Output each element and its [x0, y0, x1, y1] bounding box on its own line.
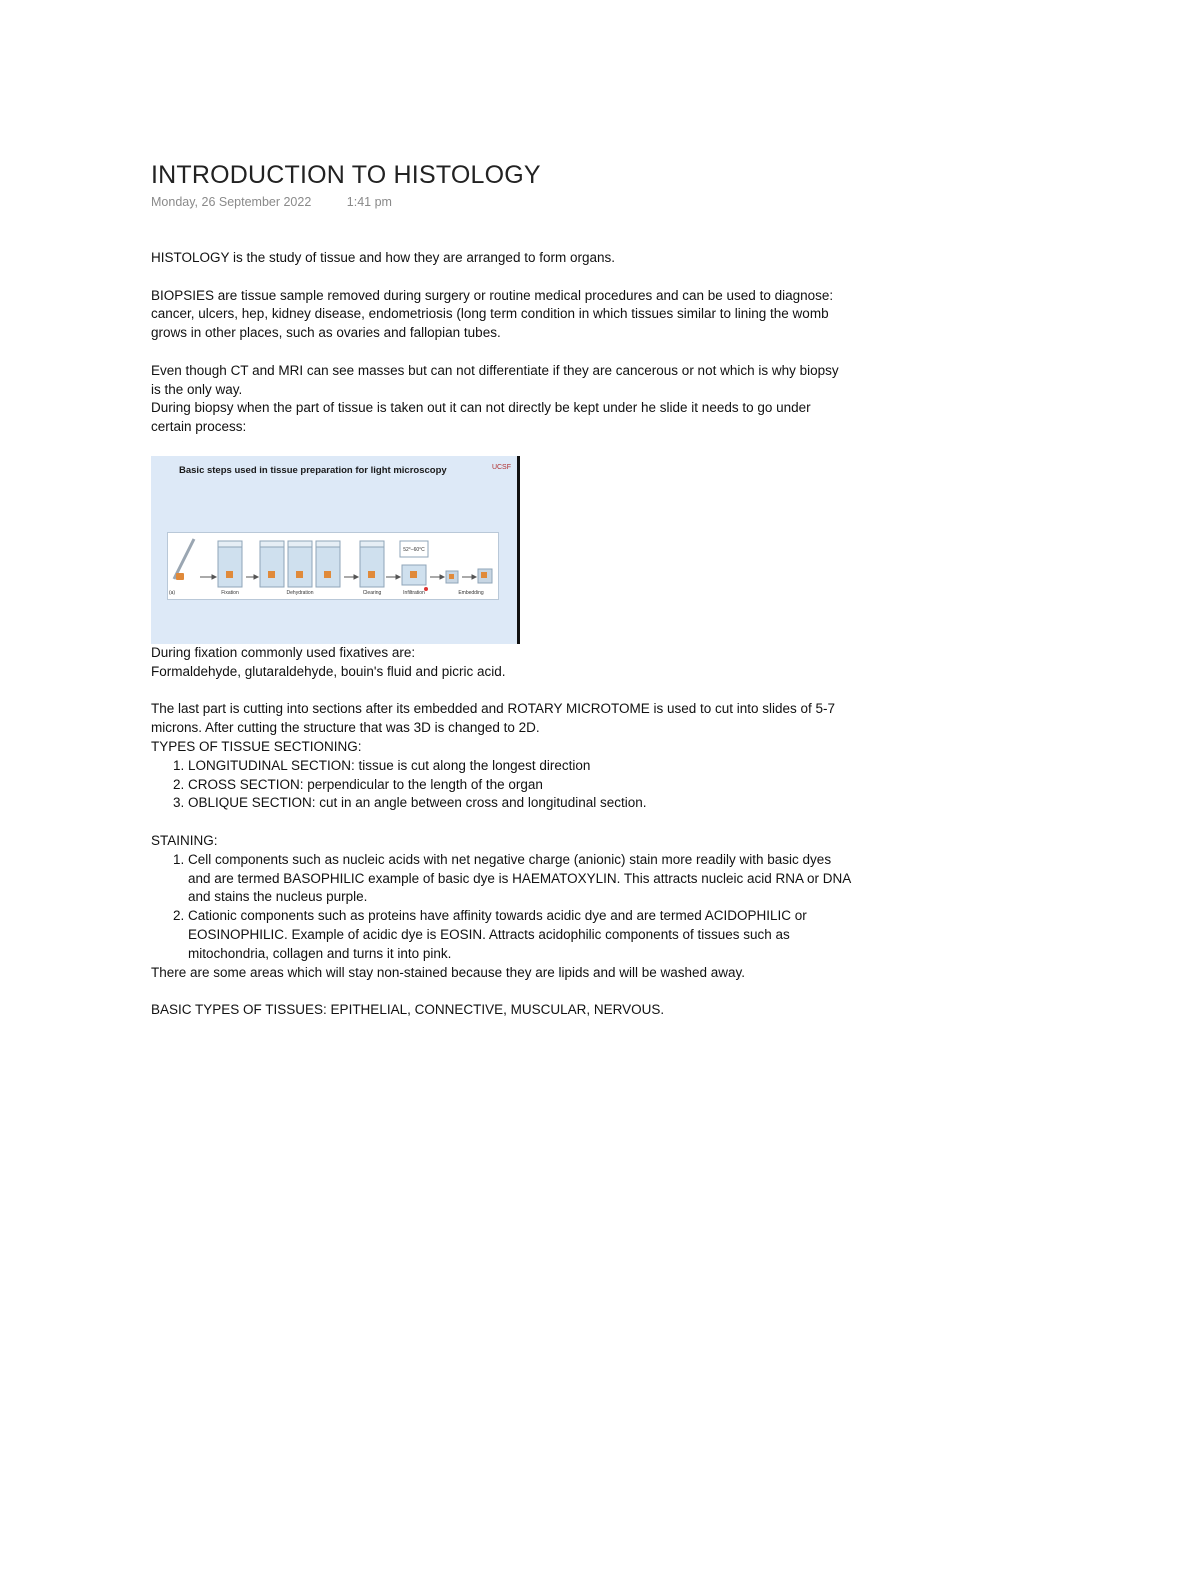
page-title: INTRODUCTION TO HISTOLOGY: [151, 161, 541, 189]
paragraph-non-stained: There are some areas which will stay non-stained because they are lipids and will be washed away.: [151, 964, 746, 980]
list-item: 2. CROSS SECTION: perpendicular to the length of the organ: [188, 776, 851, 795]
note-body: [151, 249, 851, 1020]
figure-steps-panel: [167, 532, 499, 600]
sectioning-heading: TYPES OF TISSUE SECTIONING:: [151, 738, 362, 754]
note-date: Monday, 26 September 2022: [151, 195, 312, 209]
step-label-a: (a): [168, 589, 176, 596]
paragraph-tissue-types: BASIC TYPES OF TISSUES: EPITHELIAL, CONNECTIVE, MUSCULAR, NERVOUS.: [151, 1002, 665, 1018]
scalpel-icon: [174, 539, 194, 580]
step-label-embedding: Embedding: [458, 589, 484, 596]
list-item: 3. OBLIQUE SECTION: cut in an angle between cross and longitudinal section.: [188, 794, 851, 813]
paragraph-fixation: During fixation commonly used fixatives are:: [151, 644, 416, 660]
staining-list: [151, 851, 851, 964]
note-time: 1:41 pm: [346, 195, 392, 209]
sectioning-list: [151, 757, 851, 813]
paragraph-histology: HISTOLOGY is the study of tissue and how they are arranged to form organs.: [151, 250, 615, 265]
paragraph-ct-mri: Even though CT and MRI can see masses but can not differentiate if they are cancerous or not which is why biopsy is the only way.: [151, 362, 839, 397]
paragraph-diagnose-list: cancer, ulcers, hep, kidney disease, endometriosis (long term condition in which tissues similar to lining the womb grows in other places, such as ovaries and fallopian tubes.: [151, 306, 829, 341]
note-meta: [151, 195, 851, 209]
steps-illustration: [168, 533, 498, 599]
step-label-fixation: Fixation: [221, 589, 239, 596]
paragraph-fixatives: Formaldehyde, glutaraldehyde, bouin's fluid and picric acid.: [151, 663, 506, 679]
list-item: 2. Cationic components such as proteins have affinity towards acidic dye and are termed ACIDOPHILIC or EOSINOPHILIC. Example of acidic dye is EOSIN. Attracts acidophilic components of tissues such as mitochondria, collagen and turns it into pink.: [188, 907, 851, 963]
step-label-clearing: Clearing: [362, 589, 382, 596]
paragraph-biopsy-process: During biopsy when the part of tissue is taken out it can not directly be kept under he slide it needs to go under certain process:: [151, 400, 811, 435]
figure-title: Basic steps used in tissue preparation for light microscopy: [179, 464, 447, 476]
step-label-dehydration: Dehydration: [286, 589, 314, 596]
tissue-preparation-figure: [151, 456, 520, 644]
list-item: 1. Cell components such as nucleic acids with net negative charge (anionic) stain more readily with basic dyes and are termed BASOPHILIC example of basic dye is HAEMATOXYLIN. This attracts nucleic acid RNA or DNA and stains the nucleus purple.: [188, 851, 851, 907]
step-label-infiltration: Infiltration: [403, 589, 425, 596]
paragraph-microtome: The last part is cutting into sections after its embedded and ROTARY MICROTOME is used to cut into slides of 5-7 microns. After cutting the structure that was 3D is changed to 2D.: [151, 701, 836, 736]
temp-label: 52°–60°C: [403, 546, 425, 553]
jar-icons: [218, 541, 492, 591]
paragraph-biopsies: BIOPSIES are tissue sample removed during surgery or routine medical procedures and can be used to diagnose:: [151, 287, 834, 303]
figure-logo: UCSF: [491, 463, 511, 471]
note-page: [151, 158, 851, 1020]
list-item: 1. LONGITUDINAL SECTION: tissue is cut along the longest direction: [188, 757, 851, 776]
staining-heading: STAINING:: [151, 832, 218, 848]
